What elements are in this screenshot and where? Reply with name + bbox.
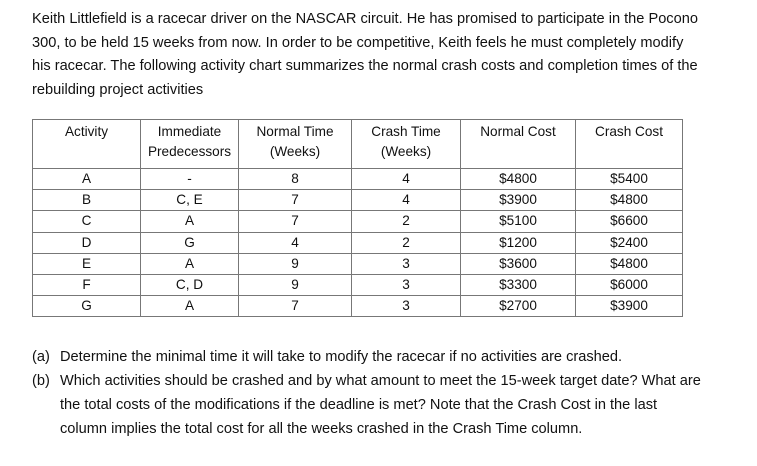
header-crash-cost: Crash Cost: [576, 120, 683, 169]
cell-normal-cost: $3600: [461, 253, 576, 274]
cell-activity: C: [33, 211, 141, 232]
cell-normal-cost: $2700: [461, 296, 576, 317]
cell-activity: F: [33, 274, 141, 295]
cell-activity: G: [33, 296, 141, 317]
activity-table-container: [32, 119, 683, 317]
header-activity: Activity: [33, 120, 141, 169]
cell-crash-time: 3: [352, 253, 461, 274]
intro-line: rebuilding project activities: [32, 81, 204, 98]
cell-predecessors: G: [141, 232, 239, 253]
question-a-marker: (a): [32, 349, 50, 365]
questions-list: [32, 345, 744, 441]
cell-predecessors: A: [141, 211, 239, 232]
header-immediate-predecessors: Immediate Predecessors: [141, 120, 239, 169]
cell-predecessors: A: [141, 253, 239, 274]
cell-normal-time: 7: [239, 296, 352, 317]
cell-crash-time: 2: [352, 211, 461, 232]
question-line: column implies the total cost for all the weeks crashed in the Crash Time column.: [60, 421, 583, 437]
cell-normal-cost: $3300: [461, 274, 576, 295]
cell-normal-time: 4: [239, 232, 352, 253]
cell-crash-time: 4: [352, 169, 461, 190]
cell-normal-time: 8: [239, 169, 352, 190]
cell-normal-cost: $3900: [461, 190, 576, 211]
table-row: [33, 190, 683, 211]
question-b: [32, 369, 744, 441]
table-row: [33, 169, 683, 190]
cell-crash-time: 4: [352, 190, 461, 211]
cell-normal-time: 7: [239, 211, 352, 232]
cell-normal-time: 9: [239, 253, 352, 274]
cell-normal-cost: $1200: [461, 232, 576, 253]
question-line: Which activities should be crashed and by what amount to meet the 15-week target date? What are: [60, 373, 701, 389]
question-b-marker: (b): [32, 373, 50, 389]
cell-normal-time: 7: [239, 190, 352, 211]
cell-crash-cost: $6600: [576, 211, 683, 232]
cell-activity: E: [33, 253, 141, 274]
cell-crash-cost: $5400: [576, 169, 683, 190]
cell-activity: A: [33, 169, 141, 190]
cell-activity: B: [33, 190, 141, 211]
intro-line: 300, to be held 15 weeks from now. In order to be competitive, Keith feels he must completely modify: [32, 34, 684, 51]
cell-predecessors: A: [141, 296, 239, 317]
table-row: [33, 211, 683, 232]
cell-predecessors: -: [141, 169, 239, 190]
cell-normal-cost: $4800: [461, 169, 576, 190]
header-crash-time: Crash Time (Weeks): [352, 120, 461, 169]
table-row: [33, 274, 683, 295]
cell-crash-cost: $6000: [576, 274, 683, 295]
header-normal-cost: Normal Cost: [461, 120, 576, 169]
table-row: [33, 296, 683, 317]
cell-crash-cost: $4800: [576, 253, 683, 274]
question-line: Determine the minimal time it will take to modify the racecar if no activities are crashed.: [60, 349, 623, 365]
cell-predecessors: C, D: [141, 274, 239, 295]
cell-normal-time: 9: [239, 274, 352, 295]
header-normal-time: Normal Time (Weeks): [239, 120, 352, 169]
activity-table: [32, 119, 683, 317]
question-a: [32, 345, 744, 369]
cell-normal-cost: $5100: [461, 211, 576, 232]
cell-activity: D: [33, 232, 141, 253]
cell-crash-time: 3: [352, 296, 461, 317]
question-b-text: [60, 369, 744, 441]
cell-crash-cost: $2400: [576, 232, 683, 253]
table-header-row: [33, 120, 683, 169]
cell-predecessors: C, E: [141, 190, 239, 211]
cell-crash-time: 3: [352, 274, 461, 295]
cell-crash-time: 2: [352, 232, 461, 253]
question-line: the total costs of the modifications if the deadline is met? Note that the Crash Cost in the last: [60, 397, 658, 413]
question-a-text: [60, 345, 744, 369]
cell-crash-cost: $4800: [576, 190, 683, 211]
intro-line: his racecar. The following activity chart summarizes the normal crash costs and completion times of the: [32, 58, 698, 75]
intro-line: Keith Littlefield is a racecar driver on the NASCAR circuit. He has promised to participate in the Pocono: [32, 11, 698, 27]
intro-paragraph: [32, 8, 744, 102]
table-row: [33, 232, 683, 253]
table-row: [33, 253, 683, 274]
cell-crash-cost: $3900: [576, 296, 683, 317]
